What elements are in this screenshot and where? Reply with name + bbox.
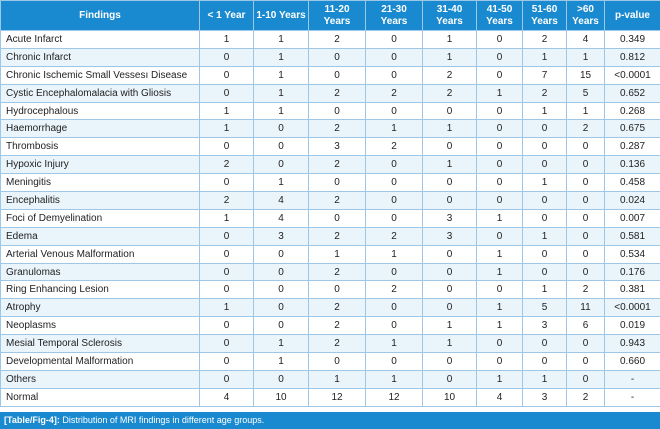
table-row [1, 353, 660, 371]
finding-name-cell: Edema [1, 227, 200, 245]
count-cell: 0 [477, 66, 523, 84]
count-cell: 0 [200, 281, 254, 299]
count-cell: 2 [423, 84, 477, 102]
count-cell: 1 [366, 245, 423, 263]
finding-name-cell: Chronic Ischemic Small Vessesı Disease [1, 66, 200, 84]
count-cell: 0 [366, 299, 423, 317]
count-cell: 0 [477, 120, 523, 138]
count-cell: 0 [567, 335, 605, 353]
count-cell: 0 [567, 227, 605, 245]
count-cell: 11 [567, 299, 605, 317]
count-cell: 1 [423, 31, 477, 49]
header-row [1, 1, 660, 31]
count-cell: 3 [254, 227, 309, 245]
count-cell: 0 [523, 245, 567, 263]
finding-name-cell: Haemorrhage [1, 120, 200, 138]
finding-name-cell: Chronic Infarct [1, 48, 200, 66]
count-cell: 0 [477, 156, 523, 174]
count-cell: 1 [309, 245, 366, 263]
count-cell: 10 [254, 388, 309, 406]
count-cell: 1 [523, 281, 567, 299]
count-cell: 0 [423, 245, 477, 263]
p-value-cell: 0.268 [605, 102, 660, 120]
column-header: 41-50 Years [477, 1, 523, 31]
count-cell: 2 [200, 156, 254, 174]
caption-text: Distribution of MRI findings in different age groups. [59, 415, 265, 425]
count-cell: 0 [200, 66, 254, 84]
count-cell: 3 [423, 227, 477, 245]
column-header: < 1 Year [200, 1, 254, 31]
table-body [1, 31, 660, 407]
p-value-cell: <0.0001 [605, 299, 660, 317]
count-cell: 0 [254, 245, 309, 263]
count-cell: 1 [523, 227, 567, 245]
count-cell: 2 [567, 120, 605, 138]
count-cell: 4 [200, 388, 254, 406]
p-value-cell: 0.024 [605, 192, 660, 210]
count-cell: 0 [366, 102, 423, 120]
count-cell: 0 [254, 138, 309, 156]
count-cell: 2 [309, 84, 366, 102]
count-cell: 0 [567, 192, 605, 210]
count-cell: 0 [423, 281, 477, 299]
count-cell: 0 [523, 335, 567, 353]
count-cell: 2 [366, 84, 423, 102]
count-cell: 0 [254, 299, 309, 317]
count-cell: 1 [200, 31, 254, 49]
table-row [1, 192, 660, 210]
count-cell: 0 [200, 138, 254, 156]
count-cell: 1 [423, 156, 477, 174]
count-cell: 2 [309, 156, 366, 174]
table-row [1, 335, 660, 353]
count-cell: 0 [200, 335, 254, 353]
count-cell: 1 [200, 209, 254, 227]
p-value-cell: 0.581 [605, 227, 660, 245]
table-row [1, 263, 660, 281]
count-cell: 2 [423, 66, 477, 84]
p-value-cell: 0.943 [605, 335, 660, 353]
table-row [1, 66, 660, 84]
count-cell: 0 [523, 192, 567, 210]
column-header: 21-30 Years [366, 1, 423, 31]
count-cell: 0 [309, 209, 366, 227]
count-cell: 1 [200, 299, 254, 317]
count-cell: 0 [477, 227, 523, 245]
table-row [1, 245, 660, 263]
count-cell: 5 [567, 84, 605, 102]
caption-label: [Table/Fig-4]: [4, 415, 60, 425]
p-value-cell: 0.534 [605, 245, 660, 263]
table-row [1, 156, 660, 174]
p-value-cell: 0.812 [605, 48, 660, 66]
count-cell: 3 [523, 317, 567, 335]
count-cell: 0 [567, 156, 605, 174]
p-value-cell: - [605, 388, 660, 406]
count-cell: 1 [254, 31, 309, 49]
count-cell: 0 [200, 227, 254, 245]
count-cell: 1 [200, 120, 254, 138]
p-value-cell: 0.652 [605, 84, 660, 102]
count-cell: 4 [567, 31, 605, 49]
finding-name-cell: Hydrocephalous [1, 102, 200, 120]
count-cell: 3 [309, 138, 366, 156]
count-cell: 2 [366, 281, 423, 299]
count-cell: 6 [567, 317, 605, 335]
count-cell: 4 [254, 192, 309, 210]
count-cell: 0 [309, 353, 366, 371]
count-cell: 2 [309, 227, 366, 245]
p-value-cell: 0.176 [605, 263, 660, 281]
count-cell: 0 [523, 120, 567, 138]
count-cell: 15 [567, 66, 605, 84]
count-cell: 0 [423, 263, 477, 281]
count-cell: 0 [200, 174, 254, 192]
finding-name-cell: Cystic Encephalomalacia with Gliosis [1, 84, 200, 102]
count-cell: 0 [523, 263, 567, 281]
count-cell: 0 [366, 156, 423, 174]
column-header: p-value [605, 1, 660, 31]
finding-name-cell: Mesial Temporal Sclerosis [1, 335, 200, 353]
count-cell: 2 [567, 281, 605, 299]
finding-name-cell: Encephalitis [1, 192, 200, 210]
count-cell: 0 [423, 370, 477, 388]
count-cell: 0 [423, 138, 477, 156]
table-row [1, 48, 660, 66]
count-cell: 0 [366, 48, 423, 66]
count-cell: 0 [523, 156, 567, 174]
p-value-cell: - [605, 370, 660, 388]
count-cell: 1 [200, 102, 254, 120]
count-cell: 0 [200, 317, 254, 335]
count-cell: 0 [477, 174, 523, 192]
count-cell: 0 [366, 66, 423, 84]
table-row [1, 317, 660, 335]
count-cell: 0 [477, 48, 523, 66]
count-cell: 0 [477, 138, 523, 156]
count-cell: 0 [523, 209, 567, 227]
count-cell: 1 [423, 335, 477, 353]
count-cell: 2 [523, 31, 567, 49]
count-cell: 0 [523, 353, 567, 371]
finding-name-cell: Granulomas [1, 263, 200, 281]
count-cell: 12 [309, 388, 366, 406]
count-cell: 0 [423, 174, 477, 192]
count-cell: 0 [200, 48, 254, 66]
count-cell: 0 [423, 102, 477, 120]
count-cell: 0 [366, 353, 423, 371]
table-row [1, 120, 660, 138]
count-cell: 0 [366, 31, 423, 49]
count-cell: 0 [200, 370, 254, 388]
table-row [1, 84, 660, 102]
count-cell: 4 [477, 388, 523, 406]
count-cell: 0 [254, 120, 309, 138]
p-value-cell: 0.458 [605, 174, 660, 192]
p-value-cell: 0.136 [605, 156, 660, 174]
count-cell: 1 [423, 120, 477, 138]
count-cell: 1 [523, 370, 567, 388]
table-row [1, 227, 660, 245]
count-cell: 0 [423, 353, 477, 371]
count-cell: 0 [366, 192, 423, 210]
count-cell: 0 [254, 317, 309, 335]
count-cell: 1 [423, 317, 477, 335]
count-cell: 0 [567, 370, 605, 388]
count-cell: 0 [254, 263, 309, 281]
count-cell: 1 [523, 48, 567, 66]
count-cell: 0 [309, 174, 366, 192]
table-row [1, 174, 660, 192]
count-cell: 2 [309, 317, 366, 335]
count-cell: 2 [309, 120, 366, 138]
count-cell: 0 [477, 31, 523, 49]
finding-name-cell: Neoplasms [1, 317, 200, 335]
count-cell: 0 [523, 138, 567, 156]
count-cell: 1 [567, 48, 605, 66]
p-value-cell: <0.0001 [605, 66, 660, 84]
count-cell: 1 [523, 174, 567, 192]
table-caption [0, 412, 660, 429]
column-header: 1-10 Years [254, 1, 309, 31]
count-cell: 1 [477, 299, 523, 317]
count-cell: 1 [477, 317, 523, 335]
count-cell: 12 [366, 388, 423, 406]
count-cell: 3 [523, 388, 567, 406]
count-cell: 2 [200, 192, 254, 210]
finding-name-cell: Atrophy [1, 299, 200, 317]
count-cell: 0 [200, 84, 254, 102]
table-row [1, 138, 660, 156]
count-cell: 0 [254, 370, 309, 388]
count-cell: 1 [366, 335, 423, 353]
finding-name-cell: Meningitis [1, 174, 200, 192]
count-cell: 2 [366, 138, 423, 156]
table-row [1, 299, 660, 317]
p-value-cell: 0.019 [605, 317, 660, 335]
count-cell: 2 [309, 263, 366, 281]
count-cell: 0 [309, 281, 366, 299]
table-row [1, 281, 660, 299]
count-cell: 1 [254, 66, 309, 84]
finding-name-cell: Arterial Venous Malformation [1, 245, 200, 263]
count-cell: 0 [567, 138, 605, 156]
count-cell: 1 [254, 335, 309, 353]
finding-name-cell: Developmental Malformation [1, 353, 200, 371]
count-cell: 1 [254, 84, 309, 102]
column-header: 51-60 Years [523, 1, 567, 31]
count-cell: 1 [523, 102, 567, 120]
finding-name-cell: Normal [1, 388, 200, 406]
count-cell: 2 [309, 31, 366, 49]
table-row [1, 209, 660, 227]
count-cell: 0 [254, 281, 309, 299]
count-cell: 1 [309, 370, 366, 388]
column-header: 31-40 Years [423, 1, 477, 31]
count-cell: 1 [254, 102, 309, 120]
table-row [1, 31, 660, 49]
finding-name-cell: Others [1, 370, 200, 388]
finding-name-cell: Ring Enhancing Lesion [1, 281, 200, 299]
count-cell: 3 [423, 209, 477, 227]
table-row [1, 388, 660, 406]
count-cell: 0 [309, 48, 366, 66]
count-cell: 5 [523, 299, 567, 317]
column-header: >60 Years [567, 1, 605, 31]
count-cell: 0 [366, 317, 423, 335]
count-cell: 0 [200, 245, 254, 263]
count-cell: 1 [567, 102, 605, 120]
table-row [1, 102, 660, 120]
count-cell: 1 [254, 48, 309, 66]
count-cell: 1 [366, 370, 423, 388]
finding-name-cell: Hypoxic Injury [1, 156, 200, 174]
count-cell: 0 [366, 209, 423, 227]
count-cell: 2 [309, 299, 366, 317]
finding-name-cell: Acute Infarct [1, 31, 200, 49]
count-cell: 2 [366, 227, 423, 245]
p-value-cell: 0.675 [605, 120, 660, 138]
count-cell: 0 [567, 245, 605, 263]
count-cell: 0 [200, 353, 254, 371]
p-value-cell: 0.007 [605, 209, 660, 227]
count-cell: 0 [567, 353, 605, 371]
count-cell: 1 [477, 84, 523, 102]
count-cell: 10 [423, 388, 477, 406]
count-cell: 1 [477, 370, 523, 388]
finding-name-cell: Thrombosis [1, 138, 200, 156]
p-value-cell: 0.660 [605, 353, 660, 371]
count-cell: 0 [477, 335, 523, 353]
count-cell: 0 [477, 281, 523, 299]
count-cell: 0 [567, 263, 605, 281]
p-value-cell: 0.381 [605, 281, 660, 299]
count-cell: 0 [366, 263, 423, 281]
count-cell: 1 [254, 353, 309, 371]
count-cell: 2 [309, 192, 366, 210]
count-cell: 1 [254, 174, 309, 192]
count-cell: 0 [477, 192, 523, 210]
count-cell: 0 [366, 174, 423, 192]
p-value-cell: 0.287 [605, 138, 660, 156]
count-cell: 0 [200, 263, 254, 281]
count-cell: 0 [309, 102, 366, 120]
count-cell: 0 [309, 66, 366, 84]
count-cell: 0 [423, 192, 477, 210]
count-cell: 0 [477, 353, 523, 371]
count-cell: 1 [366, 120, 423, 138]
count-cell: 2 [567, 388, 605, 406]
count-cell: 0 [423, 299, 477, 317]
finding-name-cell: Foci of Demyelination [1, 209, 200, 227]
count-cell: 0 [477, 102, 523, 120]
count-cell: 0 [254, 156, 309, 174]
count-cell: 1 [423, 48, 477, 66]
count-cell: 4 [254, 209, 309, 227]
column-header: 11-20 Years [309, 1, 366, 31]
count-cell: 1 [477, 263, 523, 281]
count-cell: 2 [309, 335, 366, 353]
table-row [1, 370, 660, 388]
count-cell: 2 [523, 84, 567, 102]
p-value-cell: 0.349 [605, 31, 660, 49]
count-cell: 0 [567, 209, 605, 227]
count-cell: 1 [477, 209, 523, 227]
column-header: Findings [1, 1, 200, 31]
count-cell: 7 [523, 66, 567, 84]
count-cell: 1 [477, 245, 523, 263]
count-cell: 0 [567, 174, 605, 192]
